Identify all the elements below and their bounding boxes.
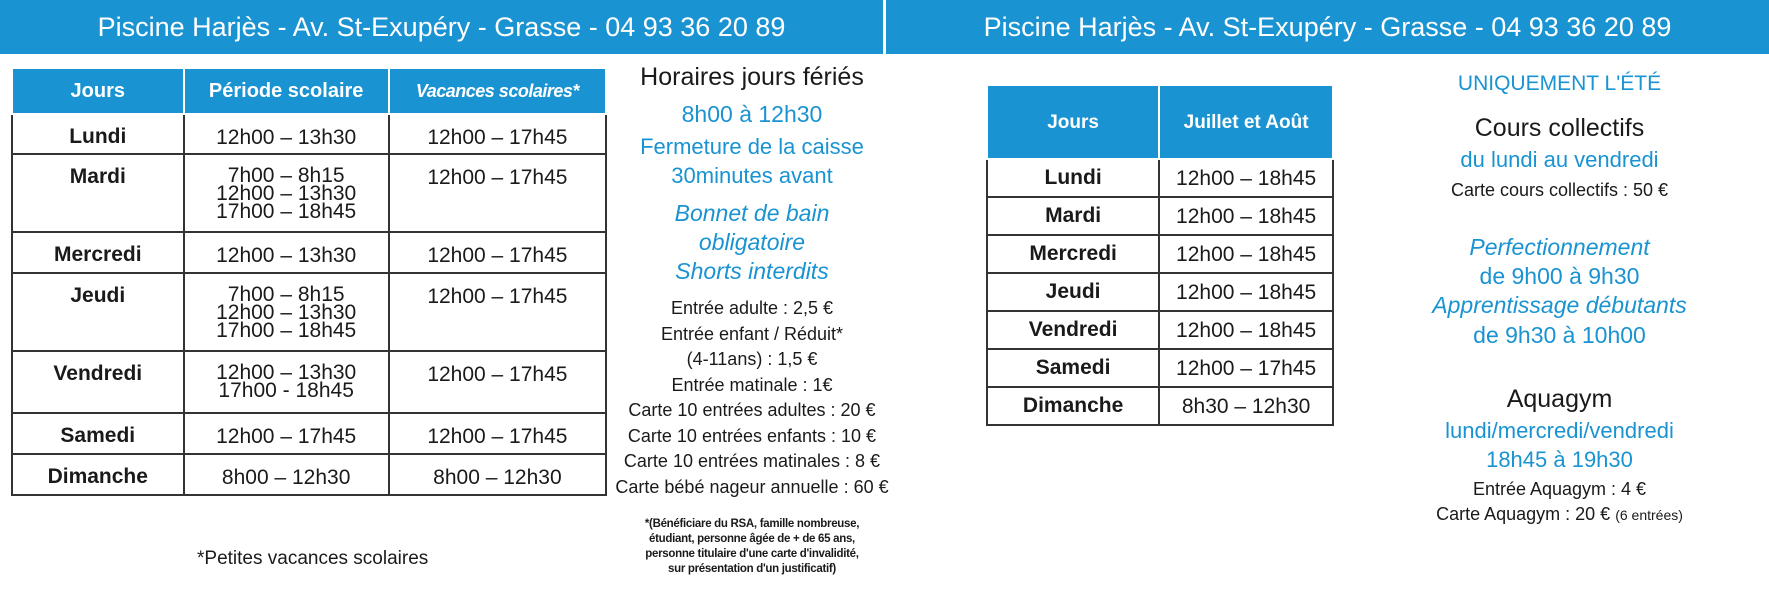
price-item: (4-11ans) : 1,5 € [686,349,818,369]
aquagym-card-price: Carte Aquagym : 20 € (6 entrées) [1436,504,1683,524]
aquagym-card-note: (6 entrées) [1615,507,1683,523]
holiday-hours-cell: 12h00 – 17h45 [389,114,606,154]
swim-cap-line-2: obligatoire [698,229,806,255]
table-row [12,114,606,154]
aquagym-title: Aquagym [1506,385,1613,413]
shorts-forbidden: Shorts interdits [675,258,829,284]
day-cell: Dimanche [987,387,1159,425]
day-cell: Lundi [12,114,184,154]
day-cell: Dimanche [12,454,184,495]
table-row [987,273,1333,311]
summer-hours-cell: 12h00 – 18h45 [1159,235,1333,273]
day-cell: Mardi [12,154,184,232]
improvement-title: Perfectionnement [1469,234,1650,260]
public-holidays-hours: 8h00 à 12h30 [681,101,823,127]
price-item: Carte 10 entrées adultes : 20 € [628,400,876,420]
price-item: Entrée enfant / Réduit* [660,323,844,344]
day-cell: Vendredi [12,351,184,413]
price-item: Entrée adulte : 2,5 € [670,298,834,318]
collective-courses-days: du lundi au vendredi [1460,147,1659,172]
school-hours-cell: 7h00 – 8h15 12h00 – 13h30 17h00 – 18h45 [184,154,389,232]
summer-hours-cell: 8h30 – 12h30 [1159,387,1333,425]
school-hours-cell: 12h00 – 17h45 [184,413,389,454]
closing-line-1: Fermeture de la caisse [640,134,864,159]
schedule-table-school [11,67,607,496]
summer-hours-cell: 12h00 – 18h45 [1159,159,1333,197]
table-row [12,351,606,413]
table-row [987,349,1333,387]
table-row [12,232,606,273]
closing-line-2: 30minutes avant [671,163,833,188]
school-hours-cell: 7h00 – 8h15 12h00 – 13h30 17h00 – 18h45 [184,273,389,351]
summer-only-heading: UNIQUEMENT L'ÉTÉ [1457,72,1662,95]
aquagym-hours: 18h45 à 19h30 [1486,447,1633,472]
school-hours-cell: 12h00 – 13h30 [184,232,389,273]
day-cell: Jeudi [12,273,184,351]
holiday-hours-cell: 8h00 – 12h30 [389,454,606,495]
table-row [987,235,1333,273]
column-header-school-period: Période scolaire [184,68,389,114]
table-row [987,159,1333,197]
column-header-days: Jours [987,85,1159,159]
beginners-hours: de 9h30 à 10h00 [1473,322,1646,348]
price-item: Carte 10 entrées matinales : 8 € [623,451,881,471]
header-banner-right: Piscine Harjès - Av. St-Exupéry - Grasse - 04 93 36 20 89 [886,0,1769,54]
table-row [987,387,1333,425]
day-cell: Samedi [987,349,1159,387]
swim-cap-line-1: Bonnet de bain [674,200,830,226]
table-row [12,413,606,454]
day-cell: Mardi [987,197,1159,235]
school-hours-cell: 12h00 – 13h30 17h00 - 18h45 [184,351,389,413]
collective-courses-title: Cours collectifs [1474,114,1645,142]
table-row [12,454,606,495]
schedule-table-summer [986,84,1334,426]
table-row [987,197,1333,235]
price-item: Carte 10 entrées enfants : 10 € [627,425,877,446]
holiday-hours-cell: 12h00 – 17h45 [389,154,606,232]
holiday-hours-cell: 12h00 – 17h45 [389,351,606,413]
price-item: Entrée matinale : 1€ [671,374,833,395]
holiday-hours-cell: 12h00 – 17h45 [389,413,606,454]
aquagym-entry-price: Entrée Aquagym : 4 € [1472,479,1647,499]
public-holidays-title: Horaires jours fériés [640,63,864,91]
header-banner-left: Piscine Harjès - Av. St-Exupéry - Grasse - 04 93 36 20 89 [0,0,883,54]
summer-hours-cell: 12h00 – 18h45 [1159,197,1333,235]
reduced-price-note: *(Bénéficiare du RSA, famille nombreuse, étudiant, personne âgée de + de 65 ans, personne titulaire d'une carte d'invalidité, sur présentation d'un justificatif) [644,518,860,575]
day-cell: Samedi [12,413,184,454]
day-cell: Lundi [987,159,1159,197]
price-list [612,296,892,500]
day-cell: Vendredi [987,311,1159,349]
holidays-footnote: *Petites vacances scolaires [197,548,429,569]
column-header-july-august: Juillet et Août [1159,85,1333,159]
table-row [12,273,606,351]
holiday-hours-cell: 12h00 – 17h45 [389,232,606,273]
improvement-hours: de 9h00 à 9h30 [1479,263,1640,289]
column-header-days: Jours [12,68,184,114]
school-hours-cell: 12h00 – 13h30 [184,114,389,154]
column-header-school-holidays: Vacances scolaires* [389,68,606,114]
day-cell: Mercredi [12,232,184,273]
summer-hours-cell: 12h00 – 18h45 [1159,311,1333,349]
day-cell: Jeudi [987,273,1159,311]
table-row [12,154,606,232]
day-cell: Mercredi [987,235,1159,273]
holiday-hours-cell: 12h00 – 17h45 [389,273,606,351]
summer-hours-cell: 12h00 – 17h45 [1159,349,1333,387]
table-row [987,311,1333,349]
aquagym-days: lundi/mercredi/vendredi [1445,418,1674,443]
beginners-title: Apprentissage débutants [1432,292,1687,318]
summer-hours-cell: 12h00 – 18h45 [1159,273,1333,311]
school-hours-cell: 8h00 – 12h30 [184,454,389,495]
price-item: Carte bébé nageur annuelle : 60 € [615,476,889,497]
collective-courses-card: Carte cours collectifs : 50 € [1450,180,1669,200]
